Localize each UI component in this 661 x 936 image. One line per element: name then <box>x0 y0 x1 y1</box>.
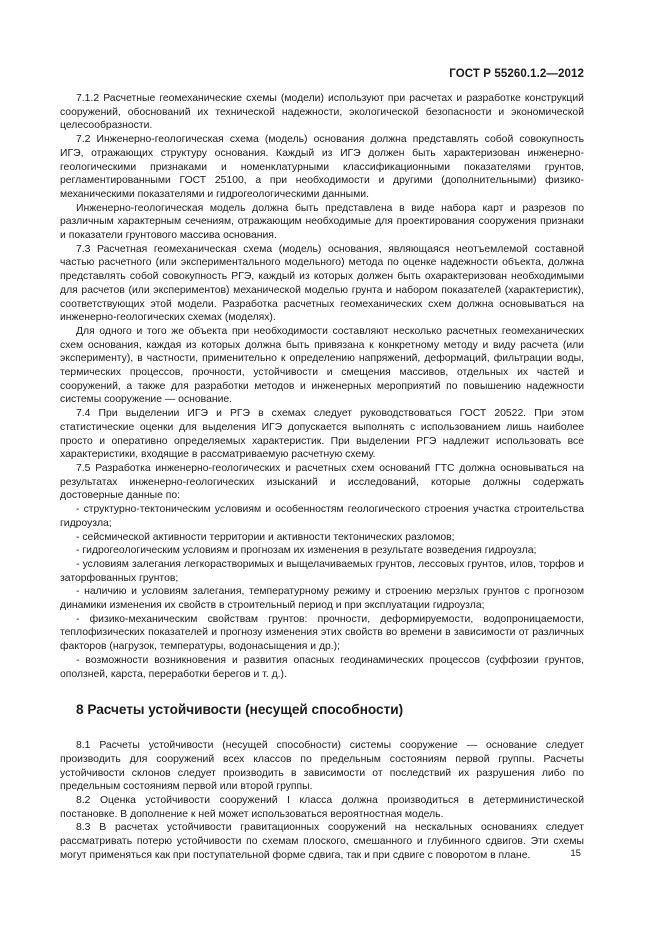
page-number: 15 <box>570 848 581 859</box>
list-item: - физико-механическим свойствам грунтов: прочности, деформируемости, водопроницаемости, теплофизических показателей и прогнозу изменения этих свойств во времени в зависимости от различных факторов (нагрузок, температуры, водонасыщения и др.); <box>60 613 584 653</box>
paragraph-7-2-model: Инженерно-геологическая модель должна быть представлена в виде набора карт и разрезов по различным характерным сечениям, отражающим необходимые для проектирования сооружения признаки и показатели грунтового массива основания. <box>60 202 584 242</box>
list-item: - структурно-тектоническим условиям и особенностям геологического строения участка строительства гидроузла; <box>60 504 584 529</box>
document-body <box>60 92 584 863</box>
section-heading: 8 Расчеты устойчивости (несущей способности) <box>76 702 404 718</box>
list-item: - наличию и условиям залегания, температурному режиму и строению мерзлых грунтов с прогнозом динамики изменения их свойств в строительный период и при эксплуатации гидроузла; <box>60 586 584 612</box>
paragraph-7-2: 7.2 Инженерно-геологическая схема (модель) основания должна представлять собой совокупность ИГЭ, отражающих структуру основания. Каждый из ИГЭ должен быть характеризован инженерно-геологическими признаками и номенклатурными классификационными показателями грунтов, регламентированными ГОСТ 25100, а при необходимости и другими (дополнительными) физико-механическими показателями и гидрогеологическими данными. <box>60 134 584 200</box>
paragraph-7-3: 7.3 Расчетная геомеханическая схема (модель) основания, являющаяся неотъемлемой составной частью расчетного (или экспериментального модельного) метода по оценке надежности объекта, должна представлять собой совокупность РГЭ, каждый из которых должен быть охарактеризован необходимыми для расчетов (или экспериментов) механической моделью грунта и набором показателей (характеристик), соответствующих этой модели. Разработка расчетных геомеханических схем должна основываться на инженерно-геологических схемах (моделях). <box>60 243 584 324</box>
paragraph-8-2: 8.2 Оценка устойчивости сооружений I класса должна производиться в детерминистической постановке. В дополнение к ней может использоваться вероятностная модель. <box>60 795 584 820</box>
paragraph-7-4: 7.4 При выделении ИГЭ и РГЭ в схемах следует руководствоваться ГОСТ 20522. При этом статистические оценки для выделения ИГЭ допускается выполнять с использованием лишь наиболее просто и оперативно определяемых характеристик. При выделении РГЭ надлежит использовать все характеристики, входящие в рассматриваемую расчетную схему. <box>60 408 584 461</box>
page-header-standard: ГОСТ Р 55260.1.2—2012 <box>449 68 584 80</box>
list-item: - условиям залегания легкорастворимых и выщелачиваемых грунтов, лессовых грунтов, илов, торфов и заторфованных грунтов; <box>60 558 584 584</box>
list-item: - сейсмической активности территории и активности тектонических разломов; <box>76 531 455 543</box>
paragraph-8-1: 8.1 Расчеты устойчивости (несущей способности) системы сооружение — основание следует производить для сооружений всех классов по предельным состояниям первой группы. Расчеты устойчивости склонов следует производить в зависимости от последствий их разрушения либо по предельным состояниям первой или второй группы. <box>60 740 584 793</box>
paragraph-7-5: 7.5 Разработка инженерно-геологических и расчетных схем оснований ГТС должна основываться на результатах инженерно-геологических изысканий и исследований, которые должны содержать достоверные данные по: <box>60 462 584 502</box>
paragraph-7-3-schemes: Для одного и того же объекта при необходимости составляют несколько расчетных геомеханических схем основания, каждая из которых должна быть привязана к конкретному методу и виду расчета (или эксперименту), в частности, применительно к определению напряжений, деформаций, фильтрации воды, термических процессов, прочности, устойчивости и смещения массивов, отдельных их частей и сооружений, а также для разработки методов и инженерных мероприятий по повышению надежности системы сооружение — основание. <box>60 325 584 406</box>
requirements-list <box>60 503 584 681</box>
paragraph-7-1-2: 7.1.2 Расчетные геомеханические схемы (модели) используют при расчетах и разработке конструкций сооружений, обоснований их технической надежности, экологической безопасности и экономической целесообразности. <box>60 93 584 132</box>
list-item: - гидрогеологическим условиям и прогнозам их изменения в результате возведения гидроузла; <box>76 545 537 557</box>
paragraph-8-3: 8.3 В расчетах устойчивости гравитационных сооружений на нескальных основаниях следует рассматривать потерю устойчивости по схемам плоского, смешанного и глубинного сдвигов. Эти схемы могут применяться как при поступательной форме сдвига, так и при сдвиге с поворотом в плане. <box>60 822 584 861</box>
list-item: - возможности возникновения и развития опасных геодинамических процессов (суффозии грунтов, оползней, карста, переработки берегов и т. д.). <box>60 654 584 680</box>
